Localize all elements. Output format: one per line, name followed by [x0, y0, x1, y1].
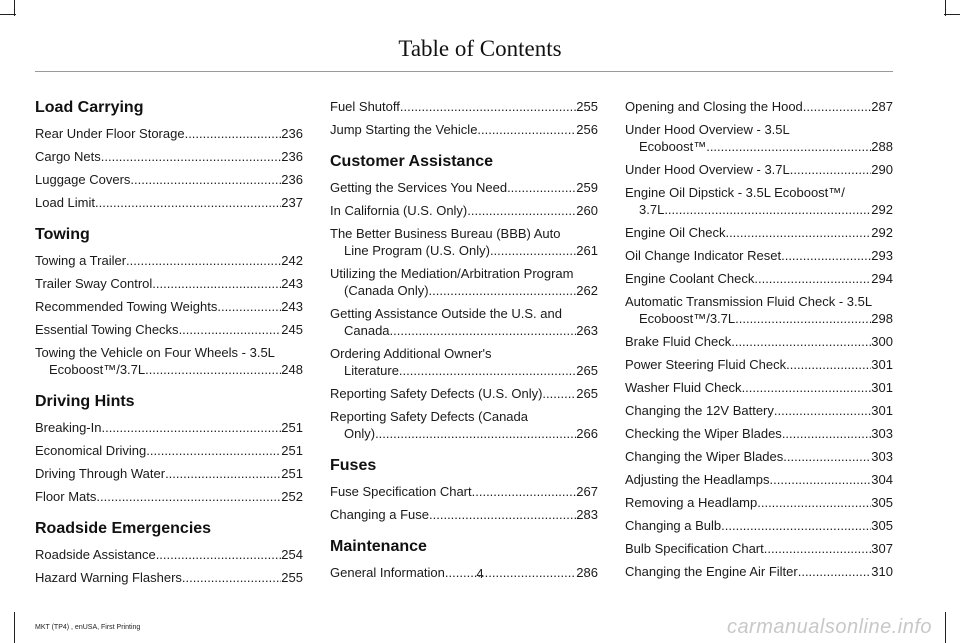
toc-page-number: 267: [576, 484, 598, 499]
toc-entry-title: Power Steering Fluid Check: [625, 357, 787, 372]
toc-page-number: 251: [281, 443, 303, 458]
toc-entry-title: Changing the Engine Air Filter: [625, 564, 798, 579]
toc-page-number: 252: [281, 489, 303, 504]
toc-entry-title-continued: Ecoboost™/3.7L: [49, 362, 146, 377]
toc-entry-title: Fuse Specification Chart: [330, 484, 472, 499]
toc-page-number: 293: [871, 248, 893, 263]
toc-page-number: 245: [281, 322, 303, 337]
toc-entry[interactable]: [330, 483, 598, 500]
toc-page-number: 254: [281, 547, 303, 562]
toc-entry[interactable]: [35, 298, 303, 315]
toc-entry-title: Recommended Towing Weights: [35, 299, 218, 314]
section-heading: Customer Assistance: [330, 153, 494, 170]
toc-entry[interactable]: [35, 488, 303, 505]
toc-page-number: 263: [576, 323, 598, 338]
toc-page-number: 236: [281, 172, 303, 187]
dot-leader: [126, 252, 281, 269]
section-heading: Towing: [35, 226, 90, 243]
dot-leader: [803, 98, 872, 115]
toc-entry-title: Utilizing the Mediation/Arbitration Program: [330, 266, 574, 281]
dot-leader: [790, 161, 872, 178]
section-heading: Roadside Emergencies: [35, 520, 212, 537]
crop-mark-bottom-right-v: [945, 612, 946, 643]
page-title: Table of Contents: [398, 36, 562, 61]
toc-page-number: 236: [281, 126, 303, 141]
toc-entry-continuation-row: [330, 322, 598, 339]
toc-entry-continuation-row: [330, 425, 598, 442]
toc-entry-title-continued: Ecoboost™: [639, 139, 707, 154]
toc-page-number: 304: [871, 472, 893, 487]
dot-leader: [774, 402, 871, 419]
dot-leader: [179, 321, 282, 338]
toc-entry-title: Roadside Assistance: [35, 547, 156, 562]
dot-leader: [152, 275, 281, 292]
toc-page-number: 265: [576, 386, 598, 401]
dot-leader: [742, 379, 872, 396]
dot-leader: [786, 356, 871, 373]
toc-entry[interactable]: [35, 344, 303, 378]
dot-leader: [156, 546, 282, 563]
toc-page-number: 300: [871, 334, 893, 349]
toc-entry-title: Rear Under Floor Storage: [35, 126, 185, 141]
toc-entry[interactable]: [625, 293, 893, 327]
toc-page-number: 301: [871, 357, 893, 372]
toc-page-number: 237: [281, 195, 303, 210]
toc-entry[interactable]: [35, 546, 303, 563]
toc-entry-title: Breaking-In: [35, 420, 102, 435]
toc-entry-title: Changing a Bulb: [625, 518, 722, 533]
dot-leader: [101, 148, 282, 165]
dot-leader: [725, 224, 871, 241]
toc-entry[interactable]: [625, 540, 893, 557]
toc-page-number: 259: [576, 180, 598, 195]
toc-entry-title: Floor Mats: [35, 489, 97, 504]
toc-entry[interactable]: [35, 252, 303, 269]
toc-entry[interactable]: [330, 506, 598, 523]
dot-leader: [731, 333, 871, 350]
toc-entry[interactable]: [330, 305, 598, 339]
toc-entry-title: Oil Change Indicator Reset: [625, 248, 782, 263]
toc-entry[interactable]: [35, 171, 303, 188]
section-heading: Fuses: [330, 457, 377, 474]
toc-entry[interactable]: [330, 225, 598, 259]
toc-page-number: 283: [576, 507, 598, 522]
toc-entry[interactable]: [625, 224, 893, 241]
toc-entry-title-continued: Literature: [344, 363, 399, 378]
toc-entry[interactable]: [35, 125, 303, 142]
toc-entry[interactable]: [625, 270, 893, 287]
toc-page-number: 301: [871, 403, 893, 418]
dot-leader: [472, 483, 577, 500]
toc-entry-title-continued: 3.7L: [639, 202, 665, 217]
dot-leader: [95, 194, 281, 211]
toc-entry[interactable]: [35, 321, 303, 338]
toc-page-number: 301: [871, 380, 893, 395]
print-footer: MKT (TP4) , enUSA, First Printing: [35, 624, 141, 631]
toc-page-number: 251: [281, 466, 303, 481]
toc-entry-title: Load Limit: [35, 195, 95, 210]
toc-page-number: 287: [871, 99, 893, 114]
dot-leader: [185, 125, 282, 142]
toc-page-number: 248: [281, 362, 303, 377]
toc-entry-title: Reporting Safety Defects (U.S. Only): [330, 386, 543, 401]
dot-leader: [145, 361, 281, 378]
toc-entry-title: Under Hood Overview - 3.5L: [625, 122, 790, 137]
toc-column-1: [35, 98, 303, 592]
dot-leader: [542, 385, 576, 402]
toc-page-number: 310: [871, 564, 893, 579]
toc-entry-title: Luggage Covers: [35, 172, 131, 187]
dot-leader: [783, 448, 871, 465]
toc-page-number: 292: [871, 202, 893, 217]
toc-entry[interactable]: [625, 379, 893, 396]
dot-leader: [467, 202, 576, 219]
watermark-text: carmanualsonline.info: [726, 616, 932, 638]
dot-leader: [507, 179, 576, 196]
toc-entry-title-continued: Only): [344, 426, 376, 441]
toc-entry-title: Engine Oil Dipstick - 3.5L Ecoboost™/: [625, 185, 845, 200]
dot-leader: [400, 98, 576, 115]
dot-leader: [721, 517, 871, 534]
toc-page-number: 303: [871, 449, 893, 464]
toc-entry[interactable]: [35, 194, 303, 211]
toc-entry-title: Checking the Wiper Blades: [625, 426, 782, 441]
toc-page-number: 242: [281, 253, 303, 268]
section-heading: Driving Hints: [35, 393, 135, 410]
toc-entry-title: Getting Assistance Outside the U.S. and: [330, 306, 562, 321]
toc-page-number: 305: [871, 518, 893, 533]
page-number: 4: [476, 566, 484, 581]
toc-entry[interactable]: [625, 494, 893, 511]
toc-page-number: 256: [576, 122, 598, 137]
toc-entry[interactable]: [35, 148, 303, 165]
toc-entry[interactable]: [330, 202, 598, 219]
toc-entry-title-continued: Line Program (U.S. Only): [344, 243, 490, 258]
crop-mark-top-left-v: [14, 0, 15, 16]
toc-entry[interactable]: [625, 247, 893, 264]
toc-entry[interactable]: [330, 345, 598, 379]
toc-entry-continuation-row: [625, 138, 893, 155]
toc-entry-title: General Information: [330, 565, 445, 580]
toc-entry-title: Automatic Transmission Fluid Check - 3.5L: [625, 294, 873, 309]
toc-page-number: 243: [281, 299, 303, 314]
toc-entry[interactable]: [35, 419, 303, 436]
dot-leader: [390, 322, 577, 339]
toc-entry-title: Economical Driving: [35, 443, 147, 458]
dot-leader: [429, 282, 577, 299]
toc-entry-title: Reporting Safety Defects (Canada: [330, 409, 528, 424]
toc-page-number: 303: [871, 426, 893, 441]
toc-entry-continuation-row: [625, 310, 893, 327]
dot-leader: [101, 419, 281, 436]
section-heading: Maintenance: [330, 538, 427, 555]
crop-mark-top-right-h: [944, 14, 960, 15]
toc-page-number: 305: [871, 495, 893, 510]
title-divider: [35, 71, 893, 72]
toc-entry-title: Getting the Services You Need: [330, 180, 508, 195]
toc-column-2: [330, 98, 598, 587]
dot-leader: [781, 247, 871, 264]
toc-page-number: 307: [871, 541, 893, 556]
toc-entry[interactable]: [35, 275, 303, 292]
toc-entry-title: Removing a Headlamp: [625, 495, 758, 510]
toc-page-number: 251: [281, 420, 303, 435]
toc-entry[interactable]: [625, 402, 893, 419]
toc-entry[interactable]: [625, 471, 893, 488]
toc-entry[interactable]: [330, 408, 598, 442]
dot-leader: [130, 171, 281, 188]
toc-entry-title: Ordering Additional Owner's: [330, 346, 492, 361]
toc-entry[interactable]: [330, 121, 598, 138]
dot-leader: [782, 425, 871, 442]
toc-entry-title: The Better Business Bureau (BBB) Auto: [330, 226, 561, 241]
toc-entry-title: Changing a Fuse: [330, 507, 430, 522]
toc-entry-title: Washer Fluid Check: [625, 380, 742, 395]
toc-page-number: 262: [576, 283, 598, 298]
dot-leader: [399, 362, 576, 379]
toc-page-number: 292: [871, 225, 893, 240]
toc-page-number: 294: [871, 271, 893, 286]
dot-leader: [764, 540, 872, 557]
toc-entry-title: Brake Fluid Check: [625, 334, 732, 349]
toc-entry-title: Adjusting the Headlamps: [625, 472, 770, 487]
toc-entry[interactable]: [625, 425, 893, 442]
toc-entry[interactable]: [625, 161, 893, 178]
dot-leader: [754, 270, 871, 287]
toc-entry-continuation-row: [330, 362, 598, 379]
toc-entry-title-continued: Ecoboost™/3.7L: [639, 311, 736, 326]
toc-entry-title: Engine Coolant Check: [625, 271, 755, 286]
dot-leader: [146, 442, 281, 459]
toc-page-number: 261: [576, 243, 598, 258]
toc-column-3: [625, 98, 893, 586]
toc-entry[interactable]: [35, 442, 303, 459]
toc-entry-continuation-row: [330, 282, 598, 299]
toc-entry-title-continued: (Canada Only): [344, 283, 429, 298]
toc-entry-title: Towing the Vehicle on Four Wheels - 3.5L: [35, 345, 275, 360]
toc-entry[interactable]: [625, 517, 893, 534]
dot-leader: [735, 310, 871, 327]
toc-entry[interactable]: [330, 385, 598, 402]
dot-leader: [664, 201, 871, 218]
toc-entry[interactable]: [625, 184, 893, 218]
toc-entry-title: Bulb Specification Chart: [625, 541, 764, 556]
toc-entry-title: Under Hood Overview - 3.7L: [625, 162, 790, 177]
toc-entry[interactable]: [625, 333, 893, 350]
dot-leader: [96, 488, 281, 505]
toc-entry-title: Driving Through Water: [35, 466, 166, 481]
toc-entry-title: Hazard Warning Flashers: [35, 570, 182, 585]
dot-leader: [429, 506, 576, 523]
toc-page-number: 286: [576, 565, 598, 580]
toc-page-number: 243: [281, 276, 303, 291]
toc-page-number: 266: [576, 426, 598, 441]
dot-leader: [770, 471, 872, 488]
toc-entry-title: Jump Starting the Vehicle: [330, 122, 478, 137]
toc-page-number: 255: [281, 570, 303, 585]
dot-leader: [706, 138, 871, 155]
toc-entry-title: Changing the Wiper Blades: [625, 449, 784, 464]
toc-entry[interactable]: [625, 356, 893, 373]
toc-entry-title: Trailer Sway Control: [35, 276, 153, 291]
toc-entry-continuation-row: [330, 242, 598, 259]
section-heading: Load Carrying: [35, 99, 144, 116]
dot-leader: [757, 494, 871, 511]
dot-leader: [490, 242, 576, 259]
toc-page-number: 236: [281, 149, 303, 164]
toc-page-number: 288: [871, 139, 893, 154]
toc-entry[interactable]: [330, 98, 598, 115]
crop-mark-bottom-left-v: [14, 612, 15, 643]
toc-entry-title: Opening and Closing the Hood: [625, 99, 803, 114]
toc-entry-continuation-row: [625, 201, 893, 218]
toc-entry-title: Engine Oil Check: [625, 225, 726, 240]
toc-entry-title: Changing the 12V Battery: [625, 403, 774, 418]
dot-leader: [217, 298, 281, 315]
toc-entry-title: Towing a Trailer: [35, 253, 127, 268]
dot-leader: [165, 465, 281, 482]
crop-mark-top-right-v: [945, 0, 946, 16]
toc-entry[interactable]: [625, 448, 893, 465]
toc-page-number: 290: [871, 162, 893, 177]
toc-entry-title: Fuel Shutoff: [330, 99, 400, 114]
toc-entry-title-continued: Canada: [344, 323, 390, 338]
dot-leader: [477, 121, 576, 138]
dot-leader: [375, 425, 576, 442]
toc-page-number: 265: [576, 363, 598, 378]
toc-entry[interactable]: [625, 98, 893, 115]
toc-entry-continuation-row: [35, 361, 303, 378]
toc-entry[interactable]: [330, 265, 598, 299]
toc-entry[interactable]: [330, 179, 598, 196]
toc-entry-title: Essential Towing Checks: [35, 322, 179, 337]
toc-page-number: 255: [576, 99, 598, 114]
toc-entry-title: Cargo Nets: [35, 149, 101, 164]
toc-entry[interactable]: [35, 465, 303, 482]
toc-page-number: 298: [871, 311, 893, 326]
toc-entry[interactable]: [625, 121, 893, 155]
toc-page-number: 260: [576, 203, 598, 218]
toc-entry-title: In California (U.S. Only): [330, 203, 468, 218]
